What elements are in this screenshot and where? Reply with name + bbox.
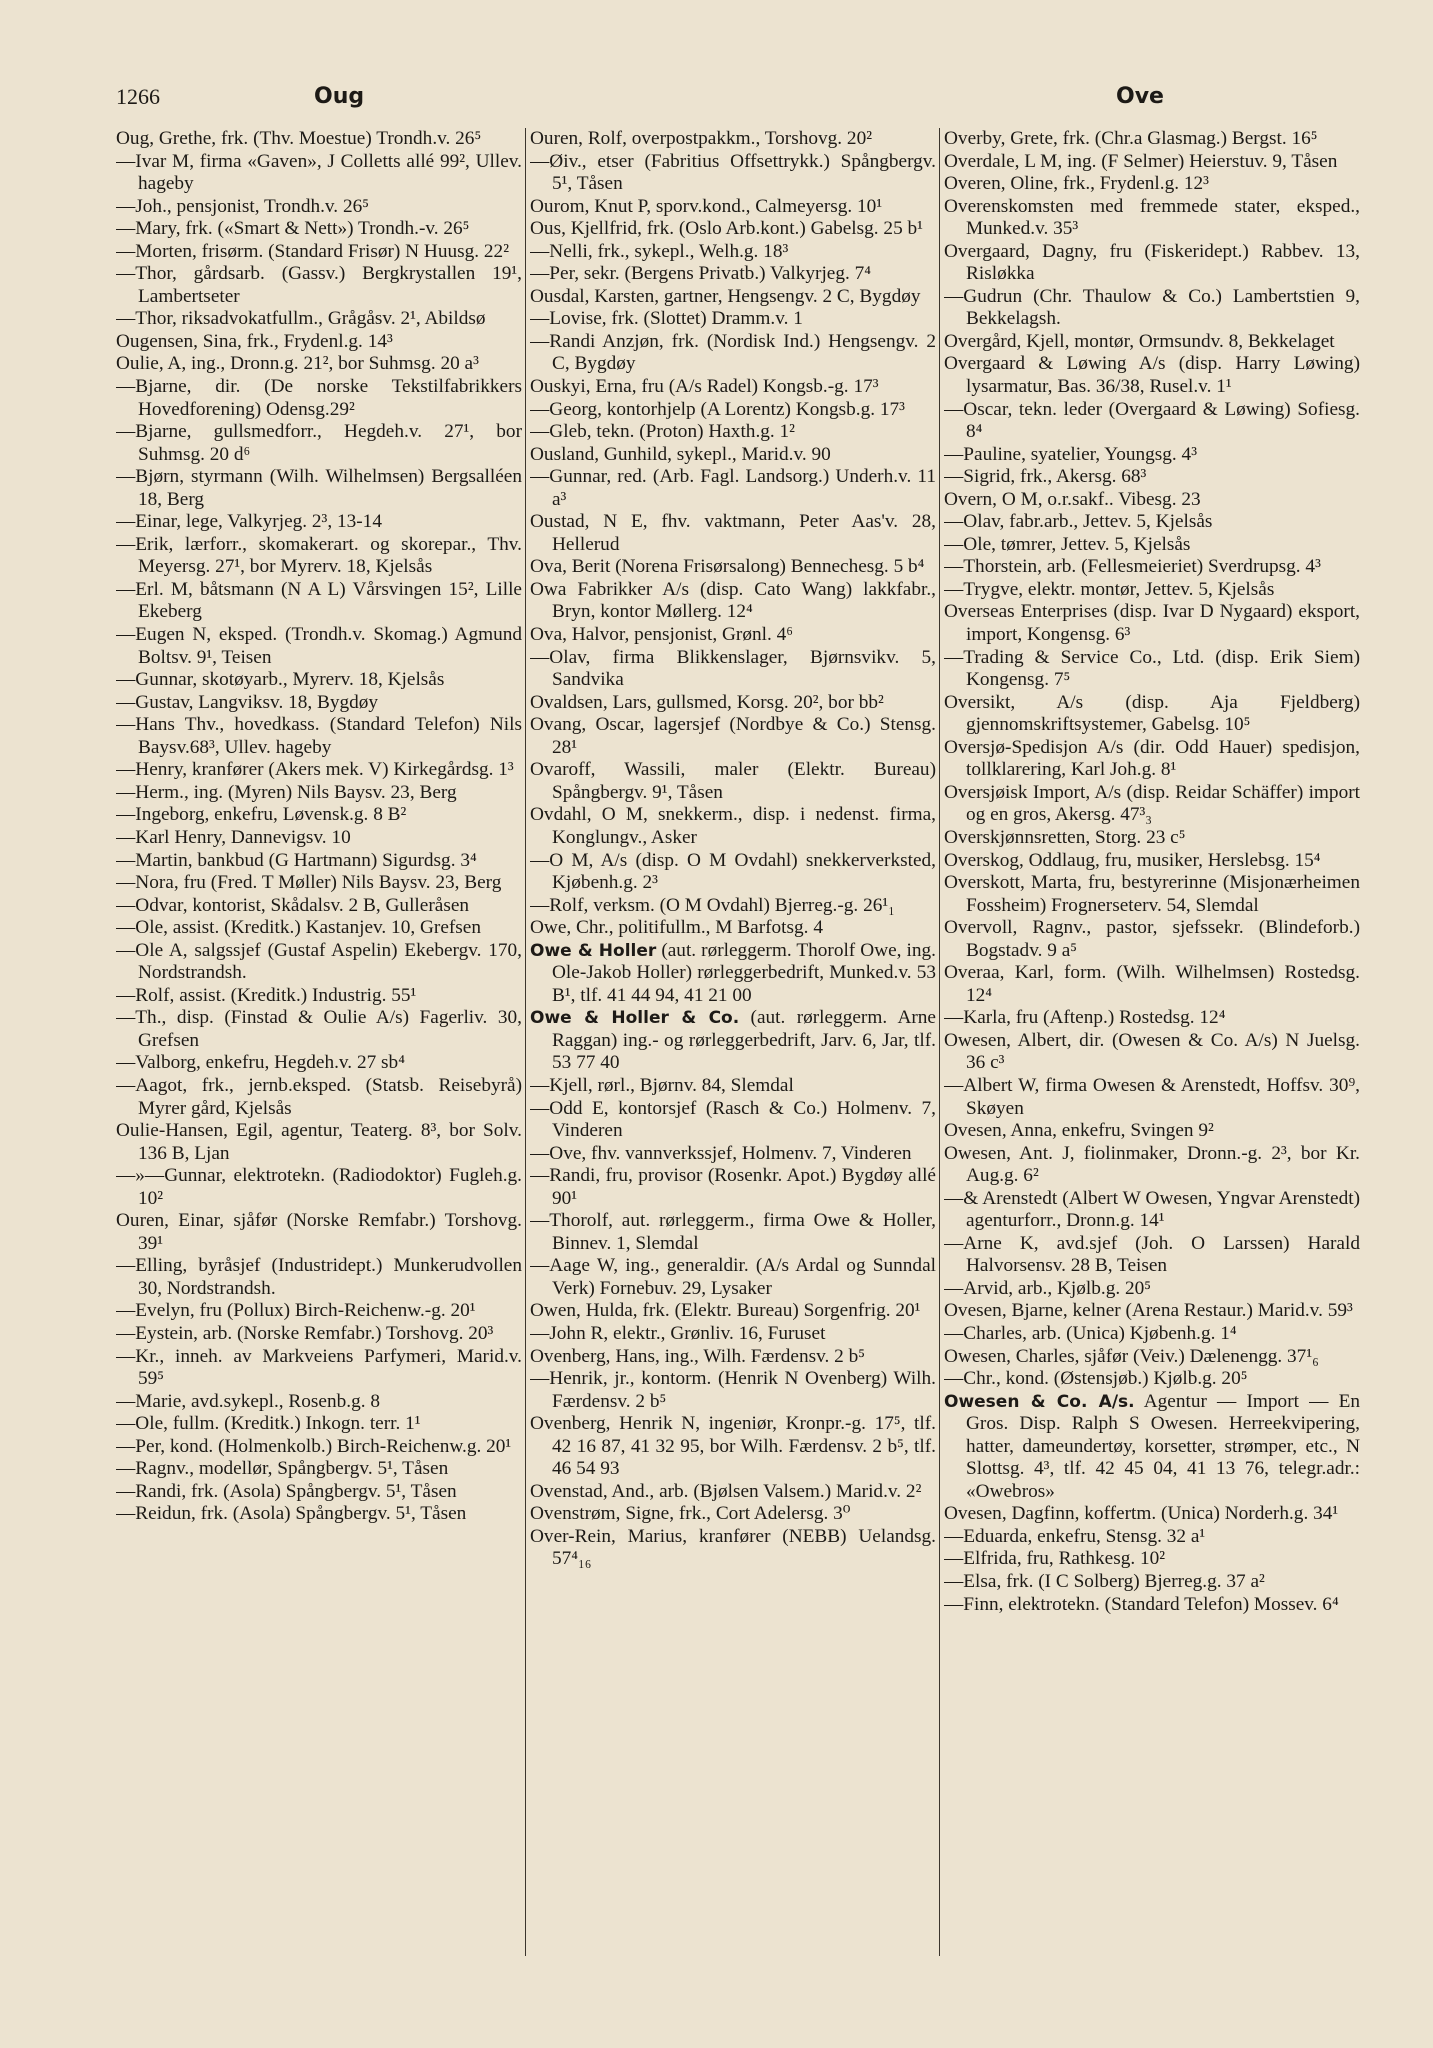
directory-entry: Ousdal, Karsten, gartner, Hengsengv. 2 C, Bygdøy [530, 285, 921, 307]
directory-entry: Ovenstrøm, Signe, frk., Cort Adelersg. 3⁰ [530, 1503, 851, 1525]
directory-entry: —Kr., inneh. av Markveiens Parfymeri, Marid.v. 59⁵ [116, 1345, 522, 1390]
directory-entry: Owen, Hulda, frk. (Elektr. Bureau) Sorgenfrig. 20¹ [530, 1300, 921, 1322]
directory-entry: —Thor, riksadvokatfullm., Grågåsv. 2¹, Abildsø [116, 308, 486, 330]
directory-entry: Ovesen, Dagfinn, koffertm. (Unica) Norderh.g. 34¹ [944, 1503, 1339, 1525]
directory-entry: Oug, Grethe, frk. (Thv. Moestue) Trondh.v. 26⁵ [116, 128, 482, 149]
page-number: 1266 [116, 84, 160, 109]
directory-entry: —John R, elektr., Grønliv. 16, Furuset [530, 1322, 826, 1344]
directory-entry: —Einar, lege, Valkyrjeg. 2³, 13-14 [116, 511, 382, 533]
column-3 [944, 128, 1360, 1958]
column-divider [939, 128, 940, 1956]
column-1 [116, 128, 522, 1958]
directory-entry: —Elsa, frk. (I C Solberg) Bjerreg.g. 37 a² [944, 1571, 1265, 1592]
directory-entry: —Sigrid, frk., Akersg. 68³ [944, 466, 1147, 488]
directory-entry: Over-Rein, Marius, kranfører (NEBB) Uelandsg. 57⁴₁₆ [530, 1525, 936, 1570]
directory-entry: Overvoll, Ragnv., pastor, sjefssekr. (Blindeforb.) Bogstadv. 9 a⁵ [944, 917, 1360, 961]
directory-entry: —Per, kond. (Holmenkolb.) Birch-Reichenw.g. 20¹ [116, 1435, 512, 1457]
directory-entry: —Ingeborg, enkefru, Løvensk.g. 8 B² [116, 804, 407, 826]
directory-entry: Overgård, Kjell, montør, Ormsundv. 8, Bekkelaget [944, 330, 1335, 352]
directory-entry: —Chr., kond. (Østensjøb.) Kjølb.g. 20⁵ [944, 1368, 1248, 1390]
directory-entry: —Bjarne, gullsmedforr., Hegdeh.v. 27¹, bor Suhmsg. 20 d⁶ [116, 421, 522, 465]
directory-entry: —Herm., ing. (Myren) Nils Baysv. 23, Berg [116, 781, 457, 803]
directory-entry: —Bjørn, styrmann (Wilh. Wilhelmsen) Bergsalléen 18, Berg [116, 466, 522, 510]
column-divider [525, 128, 526, 1956]
directory-entry: Overgaard, Dagny, fru (Fiskeridept.) Rabbev. 13, Risløkka [944, 240, 1360, 285]
directory-entry: Overdale, L M, ing. (F Selmer) Heierstuv. 9, Tåsen [944, 150, 1338, 172]
directory-entry: —Rolf, verksm. (O M Ovdahl) Bjerreg.-g. 26¹₁ [530, 894, 895, 916]
directory-entry: —Ove, fhv. vannverkssjef, Holmenv. 7, Vinderen [530, 1142, 912, 1164]
header-left-word: Oug [314, 84, 365, 109]
directory-entry: Overskog, Oddlaug, fru, musiker, Herslebsg. 15⁴ [944, 849, 1321, 871]
directory-entry: Owe, Chr., politifullm., M Barfotsg. 4 [530, 917, 823, 939]
directory-entry: —Morten, frisørm. (Standard Frisør) N Huusg. 22² [116, 240, 509, 262]
directory-entry: —Marie, avd.sykepl., Rosenb.g. 8 [116, 1390, 381, 1412]
directory-entry: —Randi, fru, provisor (Rosenkr. Apot.) Bygdøy allé 90¹ [530, 1165, 936, 1209]
directory-entry: —Gleb, tekn. (Proton) Haxth.g. 1² [530, 421, 795, 443]
directory-entry: Ovang, Oscar, lagersjef (Nordbye & Co.) Stensg. 28¹ [530, 714, 936, 758]
directory-entry: —Aagot, frk., jernb.eksped. (Statsb. Reisebyrå) Myrer gård, Kjelsås [116, 1074, 522, 1119]
directory-entry: Overaa, Karl, form. (Wilh. Wilhelmsen) Rostedsg. 12⁴ [944, 962, 1360, 1006]
directory-entry: Overskott, Marta, fru, bestyrerinne (Misjonærheimen Fossheim) Frognerseterv. 54, Slemdal [944, 872, 1360, 916]
directory-entry: —Valborg, enkefru, Hegdeh.v. 27 sb⁴ [116, 1052, 405, 1074]
directory-entry: Owesen & Co. A/s. Agentur — Import — En Gros. Disp. Ralph S Owesen. Herreekvipering, hatter, dameundertøy, korsetter, strømper, etc., N Slottsg. 4³, tlf. 42 45 04, 41 13 76, telegr.adr.: «Owebros» [944, 1390, 1360, 1502]
directory-entry: —Trygve, elektr. montør, Jettev. 5, Kjelsås [944, 578, 1275, 600]
directory-entry: —Georg, kontorhjelp (A Lorentz) Kongsb.g. 17³ [530, 398, 905, 420]
directory-entry: —»—Gunnar, elektrotekn. (Radiodoktor) Fugleh.g. 10² [116, 1165, 522, 1209]
directory-entry: —Odd E, kontorsjef (Rasch & Co.) Holmenv. 7, Vinderen [530, 1097, 936, 1142]
directory-entry: —Nelli, frk., sykepl., Welh.g. 18³ [530, 240, 789, 262]
directory-entry: Owesen, Ant. J, fiolinmaker, Dronn.-g. 2³, bor Kr. Aug.g. 6² [944, 1142, 1360, 1187]
directory-entry: —Aage W, ing., generaldir. (A/s Ardal og Sunndal Verk) Fornebuv. 29, Lysaker [530, 1255, 936, 1299]
directory-entry: —Odvar, kontorist, Skådalsv. 2 B, Gulleråsen [116, 894, 470, 916]
directory-entry: Ouren, Einar, sjåfør (Norske Remfabr.) Torshovg. 39¹ [116, 1210, 522, 1254]
directory-entry: —Olav, fabr.arb., Jettev. 5, Kjelsås [944, 511, 1213, 533]
directory-entry: Ous, Kjellfrid, frk. (Oslo Arb.kont.) Gabelsg. 25 b¹ [530, 218, 923, 240]
directory-entry: —Thorolf, aut. rørleggerm., firma Owe & Holler, Binnev. 1, Slemdal [530, 1210, 936, 1254]
directory-entry: —Th., disp. (Finstad & Oulie A/s) Fagerliv. 30, Grefsen [116, 1007, 522, 1051]
page-header [116, 84, 1433, 120]
directory-entry: —Ole, tømrer, Jettev. 5, Kjelsås [944, 533, 1191, 555]
directory-entry: —Ole A, salgssjef (Gustaf Aspelin) Ekebergv. 170, Nordstrandsh. [116, 939, 522, 984]
directory-entry: —Gunnar, red. (Arb. Fagl. Landsorg.) Underh.v. 11 a³ [530, 466, 936, 510]
directory-entry: Overgaard & Løwing A/s (disp. Harry Løwing) lysarmatur, Bas. 36/38, Rusel.v. 1¹ [944, 353, 1360, 398]
header-right-word: Ove [1116, 84, 1164, 109]
directory-entry: —Ivar M, firma «Gaven», J Colletts allé 99², Ullev. hageby [116, 150, 522, 195]
directory-entry: Owa Fabrikker A/s (disp. Cato Wang) lakkfabr., Bryn, kontor Møllerg. 12⁴ [530, 578, 936, 623]
directory-entry: —Trading & Service Co., Ltd. (disp. Erik Siem) Kongensg. 7⁵ [944, 646, 1360, 691]
directory-entry: —Randi, frk. (Asola) Spångbergv. 5¹, Tåsen [116, 1480, 457, 1502]
directory-entry: Ovaroff, Wassili, maler (Elektr. Bureau) Spångbergv. 9¹, Tåsen [530, 759, 936, 803]
directory-entry: —& Arenstedt (Albert W Owesen, Yngvar Arenstedt) agenturforr., Dronn.g. 14¹ [944, 1187, 1360, 1232]
directory-entry: —Øiv., etser (Fabritius Offsettrykk.) Spångbergv. 5¹, Tåsen [530, 150, 936, 195]
directory-entry: Ousland, Gunhild, sykepl., Marid.v. 90 [530, 443, 831, 465]
directory-entry: —Gunnar, skotøyarb., Myrerv. 18, Kjelsås [116, 669, 445, 691]
directory-entry: Ovesen, Bjarne, kelner (Arena Restaur.) Marid.v. 59³ [944, 1300, 1353, 1322]
directory-entry: Ovesen, Anna, enkefru, Svingen 9² [944, 1120, 1214, 1142]
directory-entry: —Eduarda, enkefru, Stensg. 32 a¹ [944, 1525, 1206, 1547]
directory-entry: Ovenberg, Hans, ing., Wilh. Færdensv. 2 b⁵ [530, 1345, 865, 1367]
directory-entry: Oulie, A, ing., Dronn.g. 21², bor Suhmsg. 20 a³ [116, 353, 479, 375]
directory-entry: —Reidun, frk. (Asola) Spångbergv. 5¹, Tåsen [116, 1503, 467, 1525]
directory-entry: —Albert W, firma Owesen & Arenstedt, Hoffsv. 30⁹, Skøyen [944, 1074, 1360, 1119]
directory-entry: —Eugen N, eksped. (Trondh.v. Skomag.) Agmund Boltsv. 9¹, Teisen [116, 624, 522, 668]
directory-entry: —Pauline, syatelier, Youngsg. 4³ [944, 443, 1197, 465]
directory-entry: Overen, Oline, frk., Frydenl.g. 12³ [944, 173, 1209, 195]
directory-entry: —Hans Thv., hovedkass. (Standard Telefon) Nils Baysv.68³, Ullev. hageby [116, 714, 522, 758]
directory-entry: —Finn, elektrotekn. (Standard Telefon) Mossev. 6⁴ [944, 1593, 1339, 1615]
directory-entry: Owe & Holler & Co. (aut. rørleggerm. Arne Raggan) ing.- og rørleggerbedrift, Jarv. 6, Jar, tlf. 53 77 40 [530, 1007, 936, 1074]
directory-entry: Oversjøisk Import, A/s (disp. Reidar Schäffer) import og en gros, Akersg. 47³₃ [944, 781, 1360, 826]
directory-entry: —Erl. M, båtsmann (N A L) Vårsvingen 15², Lille Ekeberg [116, 578, 522, 623]
directory-entry: Ougensen, Sina, frk., Frydenl.g. 14³ [116, 330, 393, 352]
directory-entry: —O M, A/s (disp. O M Ovdahl) snekkerverksted, Kjøbenh.g. 2³ [530, 849, 936, 894]
directory-entry: —Rolf, assist. (Kreditk.) Industrig. 55¹ [116, 984, 417, 1006]
directory-entry: Overseas Enterprises (disp. Ivar D Nygaard) eksport, import, Kongensg. 6³ [944, 601, 1360, 646]
directory-entry: —Arne K, avd.sjef (Joh. O Larssen) Harald Halvorsensv. 28 B, Teisen [944, 1232, 1360, 1277]
directory-entry: Overskjønnsretten, Storg. 23 c⁵ [944, 826, 1186, 848]
directory-entry: —Martin, bankbud (G Hartmann) Sigurdsg. 3⁴ [116, 849, 477, 871]
directory-entry: —Gustav, Langviksv. 18, Bygdøy [116, 691, 379, 713]
directory-entry: —Elling, byråsjef (Industridept.) Munkerudvollen 30, Nordstrandsh. [116, 1255, 522, 1299]
directory-entry: —Per, sekr. (Bergens Privatb.) Valkyrjeg. 7⁴ [530, 263, 871, 285]
directory-entry: —Henrik, jr., kontorm. (Henrik N Ovenberg) Wilh. Færdensv. 2 b⁵ [530, 1368, 936, 1412]
directory-entry: Oulie-Hansen, Egil, agentur, Teaterg. 8³, bor Solv. 136 B, Ljan [116, 1120, 522, 1164]
directory-entry: —Eystein, arb. (Norske Remfabr.) Torshovg. 20³ [116, 1322, 494, 1344]
directory-entry: Ova, Berit (Norena Frisørsalong) Bennechesg. 5 b⁴ [530, 556, 925, 578]
directory-entry: —Kjell, rørl., Bjørnv. 84, Slemdal [530, 1074, 794, 1096]
directory-entry: —Ragnv., modellør, Spångbergv. 5¹, Tåsen [116, 1458, 449, 1480]
directory-entry: Ourom, Knut P, sporv.kond., Calmeyersg. 10¹ [530, 195, 883, 217]
directory-entry: —Joh., pensjonist, Trondh.v. 26⁵ [116, 195, 369, 217]
directory-entry: Ouren, Rolf, overpostpakkm., Torshovg. 20² [530, 128, 872, 149]
directory-entry: Overenskomsten med fremmede stater, eksped., Munked.v. 35³ [944, 195, 1360, 240]
directory-entry: Ovenstad, And., arb. (Bjølsen Valsem.) Marid.v. 2² [530, 1480, 922, 1502]
directory-entry: Overby, Grete, frk. (Chr.a Glasmag.) Bergst. 16⁵ [944, 128, 1318, 149]
directory-entry: Ovdahl, O M, snekkerm., disp. i nedenst. firma, Konglungv., Asker [530, 804, 936, 848]
directory-entry: —Ole, fullm. (Kreditk.) Inkogn. terr. 1¹ [116, 1413, 421, 1435]
directory-entry: —Gudrun (Chr. Thaulow & Co.) Lambertstien 9, Bekkelagsh. [944, 285, 1360, 330]
directory-entry: Oversikt, A/s (disp. Aja Fjeldberg) gjennomskriftsystemer, Gabelsg. 10⁵ [944, 691, 1360, 736]
directory-entry: —Henry, kranfører (Akers mek. V) Kirkegårdsg. 1³ [116, 759, 514, 781]
directory-entry: —Ole, assist. (Kreditk.) Kastanjev. 10, Grefsen [116, 917, 481, 939]
directory-entry: —Randi Anzjøn, frk. (Nordisk Ind.) Hengsengv. 2 C, Bygdøy [530, 330, 936, 375]
directory-entry: Owesen, Albert, dir. (Owesen & Co. A/s) N Juelsg. 36 c³ [944, 1029, 1360, 1074]
directory-entry: —Elfrida, fru, Rathkesg. 10² [944, 1548, 1166, 1570]
directory-entry: Ouskyi, Erna, fru (A/s Radel) Kongsb.-g. 17³ [530, 376, 879, 398]
directory-entry: Ova, Halvor, pensjonist, Grønl. 4⁶ [530, 624, 793, 646]
directory-entry: —Thorstein, arb. (Fellesmeieriet) Sverdrupsg. 4³ [944, 556, 1321, 578]
directory-entry: Oversjø-Spedisjon A/s (dir. Odd Hauer) spedisjon, tollklarering, Karl Joh.g. 8¹ [944, 736, 1360, 781]
directory-entry: —Olav, firma Blikkenslager, Bjørnsvikv. 5, Sandvika [530, 646, 936, 691]
directory-entry: Owe & Holler (aut. rørleggerm. Thorolf Owe, ing. Ole-Jakob Holler) rørleggerbedrift, Munked.v. 53 B¹, tlf. 41 44 94, 41 21 00 [530, 939, 936, 1006]
directory-entry: Ovenberg, Henrik N, ingeniør, Kronpr.-g. 17⁵, tlf. 42 16 87, 41 32 95, bor Wilh. Færdensv. 2 b⁵, tlf. 46 54 93 [530, 1413, 936, 1480]
directory-entry: Oustad, N E, fhv. vaktmann, Peter Aas'v. 28, Hellerud [530, 511, 936, 555]
directory-entry: —Evelyn, fru (Pollux) Birch-Reichenw.-g. 20¹ [116, 1300, 476, 1322]
directory-entry: —Charles, arb. (Unica) Kjøbenh.g. 1⁴ [944, 1322, 1237, 1344]
directory-entry: Overn, O M, o.r.sakf.. Vibesg. 23 [944, 488, 1201, 510]
directory-entry: —Erik, lærforr., skomakerart. og skorepar., Thv. Meyersg. 27¹, bor Myrerv. 18, Kjelsås [116, 533, 522, 578]
directory-entry: —Karla, fru (Aftenp.) Rostedsg. 12⁴ [944, 1007, 1226, 1029]
directory-entry: Ovaldsen, Lars, gullsmed, Korsg. 20², bor bb² [530, 691, 884, 713]
directory-entry: —Lovise, frk. (Slottet) Dramm.v. 1 [530, 308, 803, 330]
directory-entry: —Arvid, arb., Kjølb.g. 20⁵ [944, 1277, 1152, 1299]
directory-entry: —Nora, fru (Fred. T Møller) Nils Baysv. 23, Berg [116, 872, 502, 894]
directory-entry: —Bjarne, dir. (De norske Tekstilfabrikkers Hovedforening) Odensg.29² [116, 376, 522, 420]
directory-entry: —Karl Henry, Dannevigsv. 10 [116, 826, 351, 848]
directory-entry: —Mary, frk. («Smart & Nett») Trondh.-v. 26⁵ [116, 218, 470, 240]
column-2 [530, 128, 936, 1958]
directory-entry: Owesen, Charles, sjåfør (Veiv.) Dælenengg. 37¹₆ [944, 1345, 1319, 1367]
directory-entry: —Oscar, tekn. leder (Overgaard & Løwing) Sofiesg. 8⁴ [944, 398, 1360, 443]
directory-entry: —Thor, gårdsarb. (Gassv.) Bergkrystallen 19¹, Lambertseter [116, 263, 522, 307]
